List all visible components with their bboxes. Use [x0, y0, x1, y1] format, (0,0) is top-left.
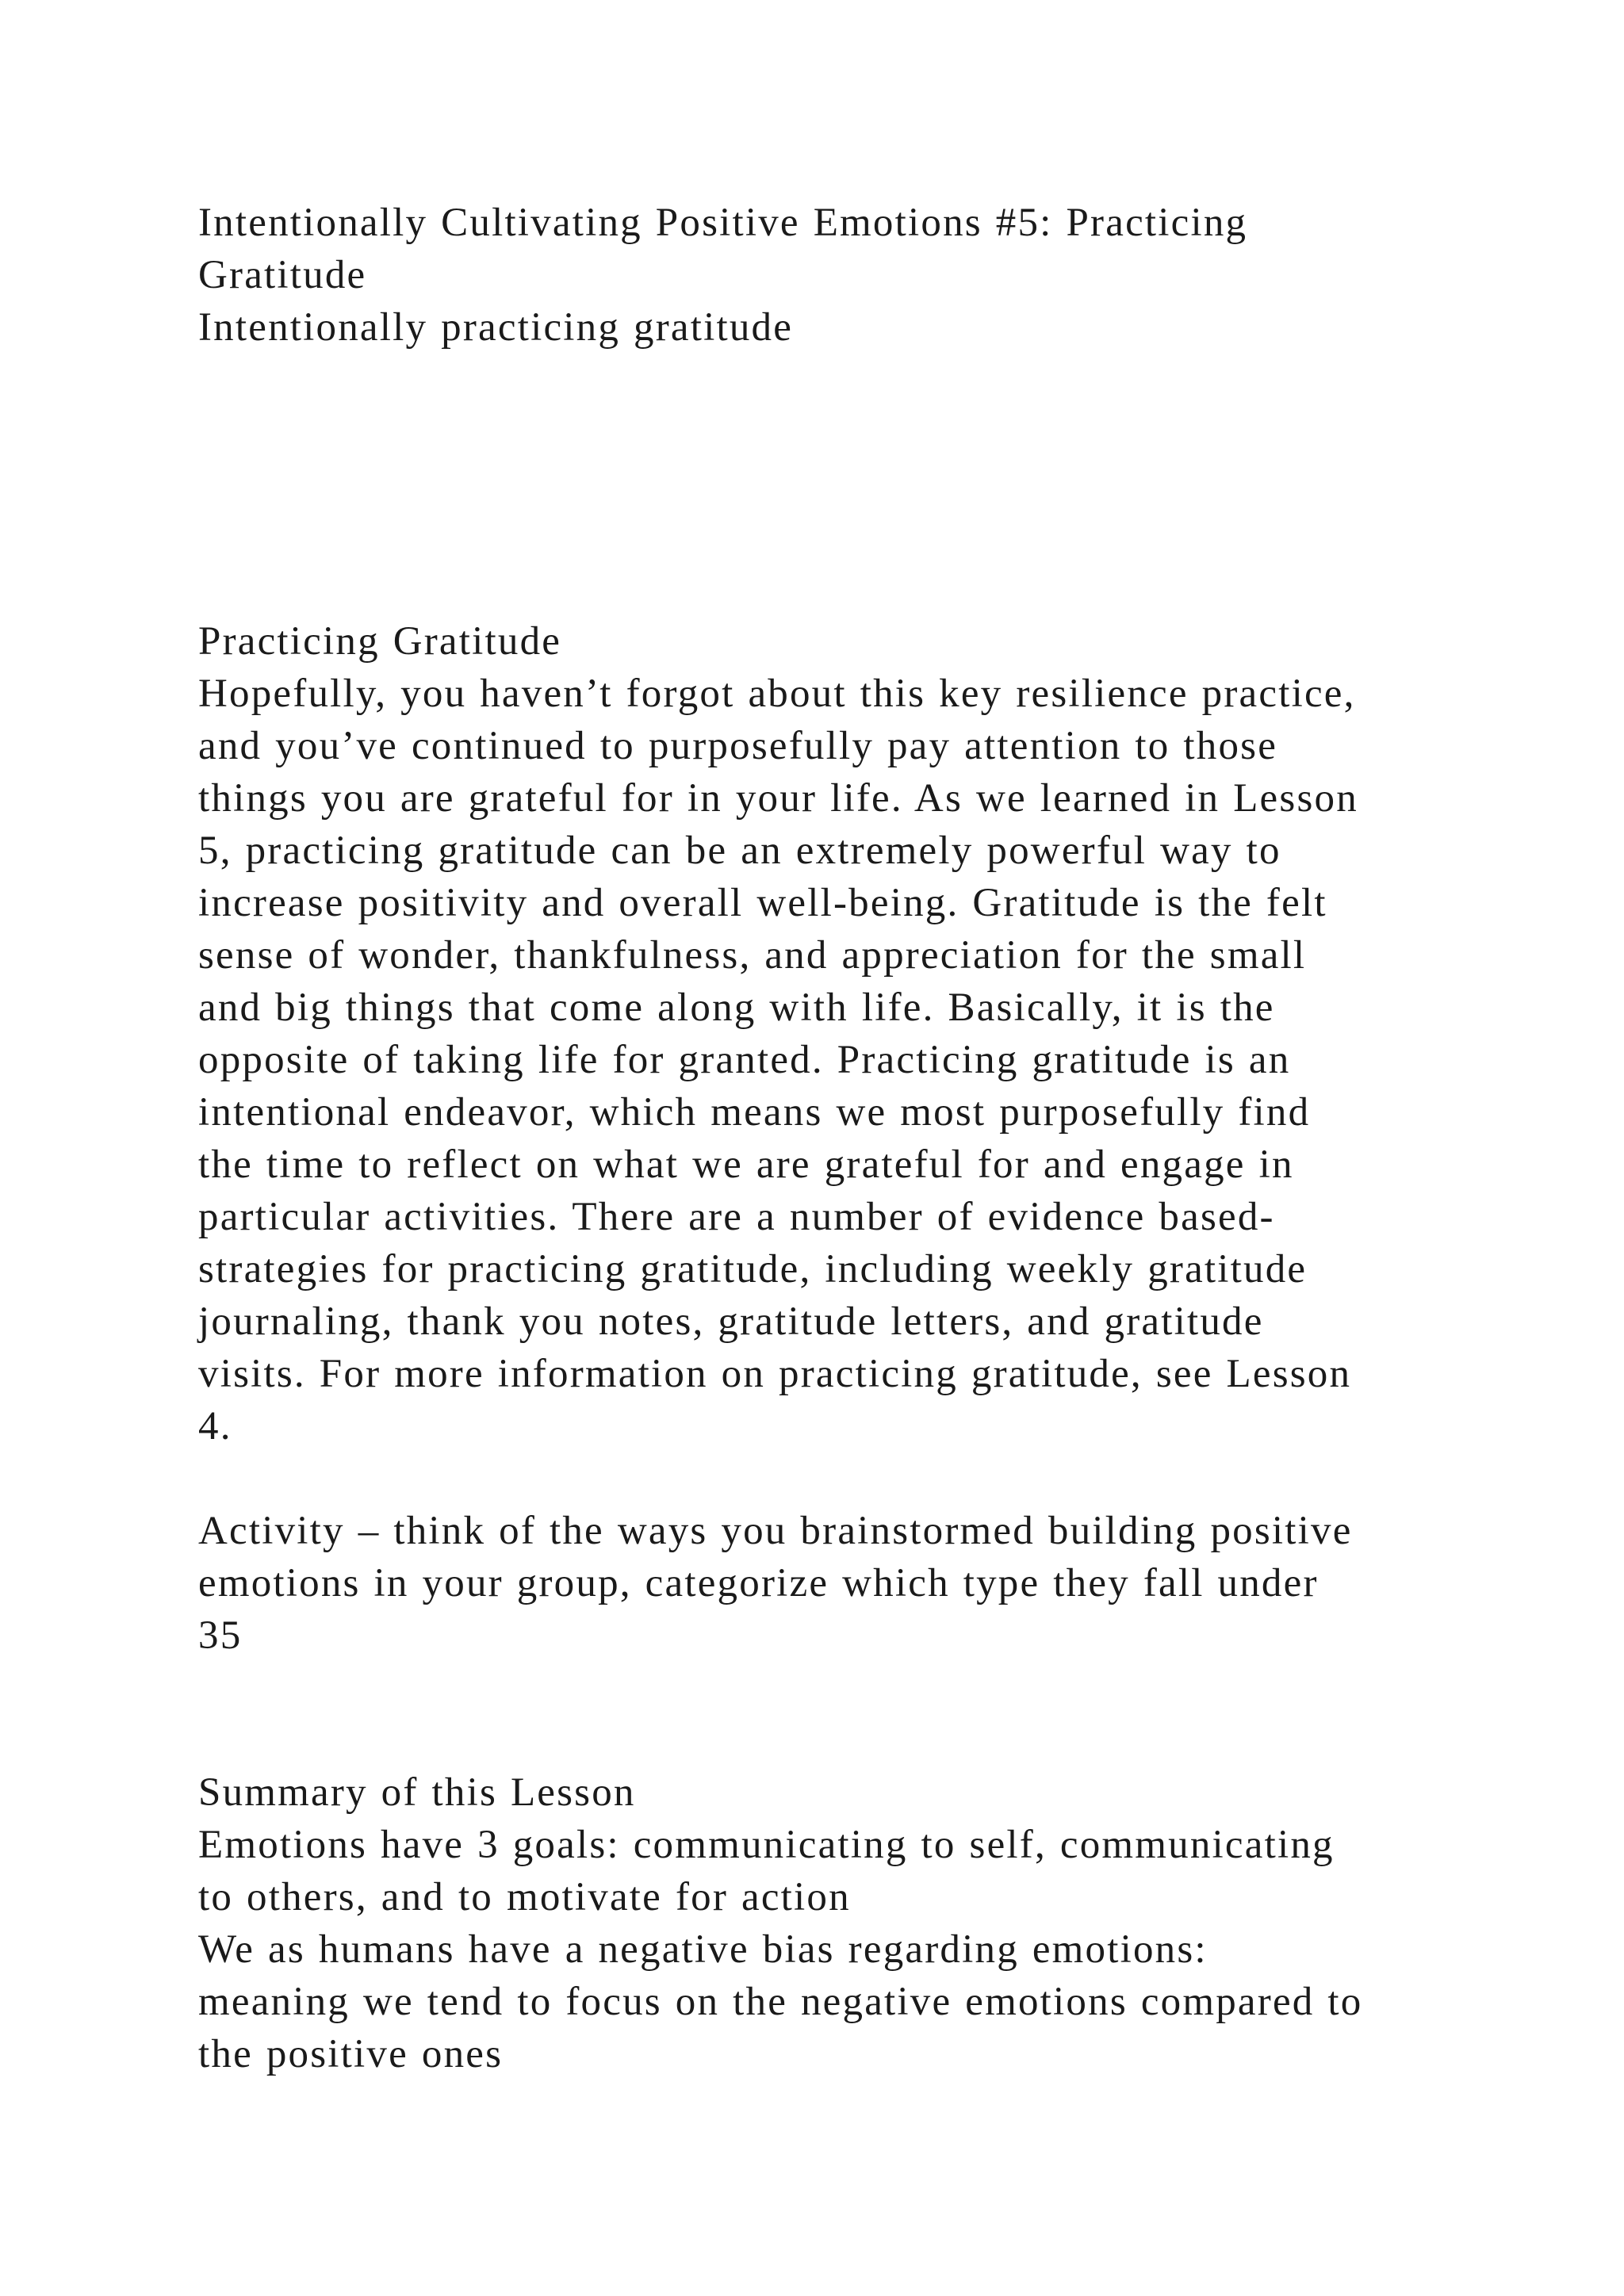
document-title-line-2: Gratitude [198, 253, 367, 297]
paragraph-line: and you’ve continued to purposefully pay attention to those [198, 724, 1278, 768]
section-heading-practicing-gratitude: Practicing Gratitude [198, 619, 562, 664]
summary-line: the positive ones [198, 2032, 504, 2076]
page-number: 35 [198, 1613, 243, 1658]
paragraph-line: journaling, thank you notes, gratitude letters, and gratitude [198, 1299, 1264, 1344]
paragraph-line: sense of wonder, thankfulness, and appreciation for the small [198, 933, 1307, 978]
paragraph-line: 5, practicing gratitude can be an extremely powerful way to [198, 828, 1281, 873]
paragraph-line: opposite of taking life for granted. Practicing gratitude is an [198, 1038, 1291, 1082]
paragraph-line: visits. For more information on practicing gratitude, see Lesson [198, 1352, 1352, 1396]
paragraph-line: 4. [198, 1404, 232, 1448]
activity-line: emotions in your group, categorize which type they fall under [198, 1561, 1319, 1605]
summary-line: Emotions have 3 goals: communicating to self, communicating [198, 1823, 1335, 1867]
summary-line: We as humans have a negative bias regarding emotions: [198, 1927, 1208, 1972]
section-heading-summary: Summary of this Lesson [198, 1770, 636, 1815]
document-title-line-1: Intentionally Cultivating Positive Emotions #5: Practicing [198, 201, 1248, 245]
document-subtitle: Intentionally practicing gratitude [198, 305, 794, 350]
paragraph-line: particular activities. There are a number of evidence based- [198, 1195, 1275, 1239]
paragraph-line: things you are grateful for in your life. As we learned in Lesson [198, 776, 1358, 821]
summary-line: to others, and to motivate for action [198, 1875, 851, 1919]
activity-line: Activity – think of the ways you brainstormed building positive [198, 1509, 1353, 1553]
paragraph-line: strategies for practicing gratitude, including weekly gratitude [198, 1247, 1308, 1292]
summary-line: meaning we tend to focus on the negative emotions compared to [198, 1980, 1363, 2024]
paragraph-line: intentional endeavor, which means we most purposefully find [198, 1090, 1311, 1135]
paragraph-line: increase positivity and overall well-being. Gratitude is the felt [198, 881, 1327, 925]
paragraph-line: Hopefully, you haven’t forgot about this key resilience practice, [198, 672, 1356, 716]
paragraph-line: and big things that come along with life. Basically, it is the [198, 985, 1275, 1030]
paragraph-line: the time to reflect on what we are grateful for and engage in [198, 1142, 1294, 1187]
